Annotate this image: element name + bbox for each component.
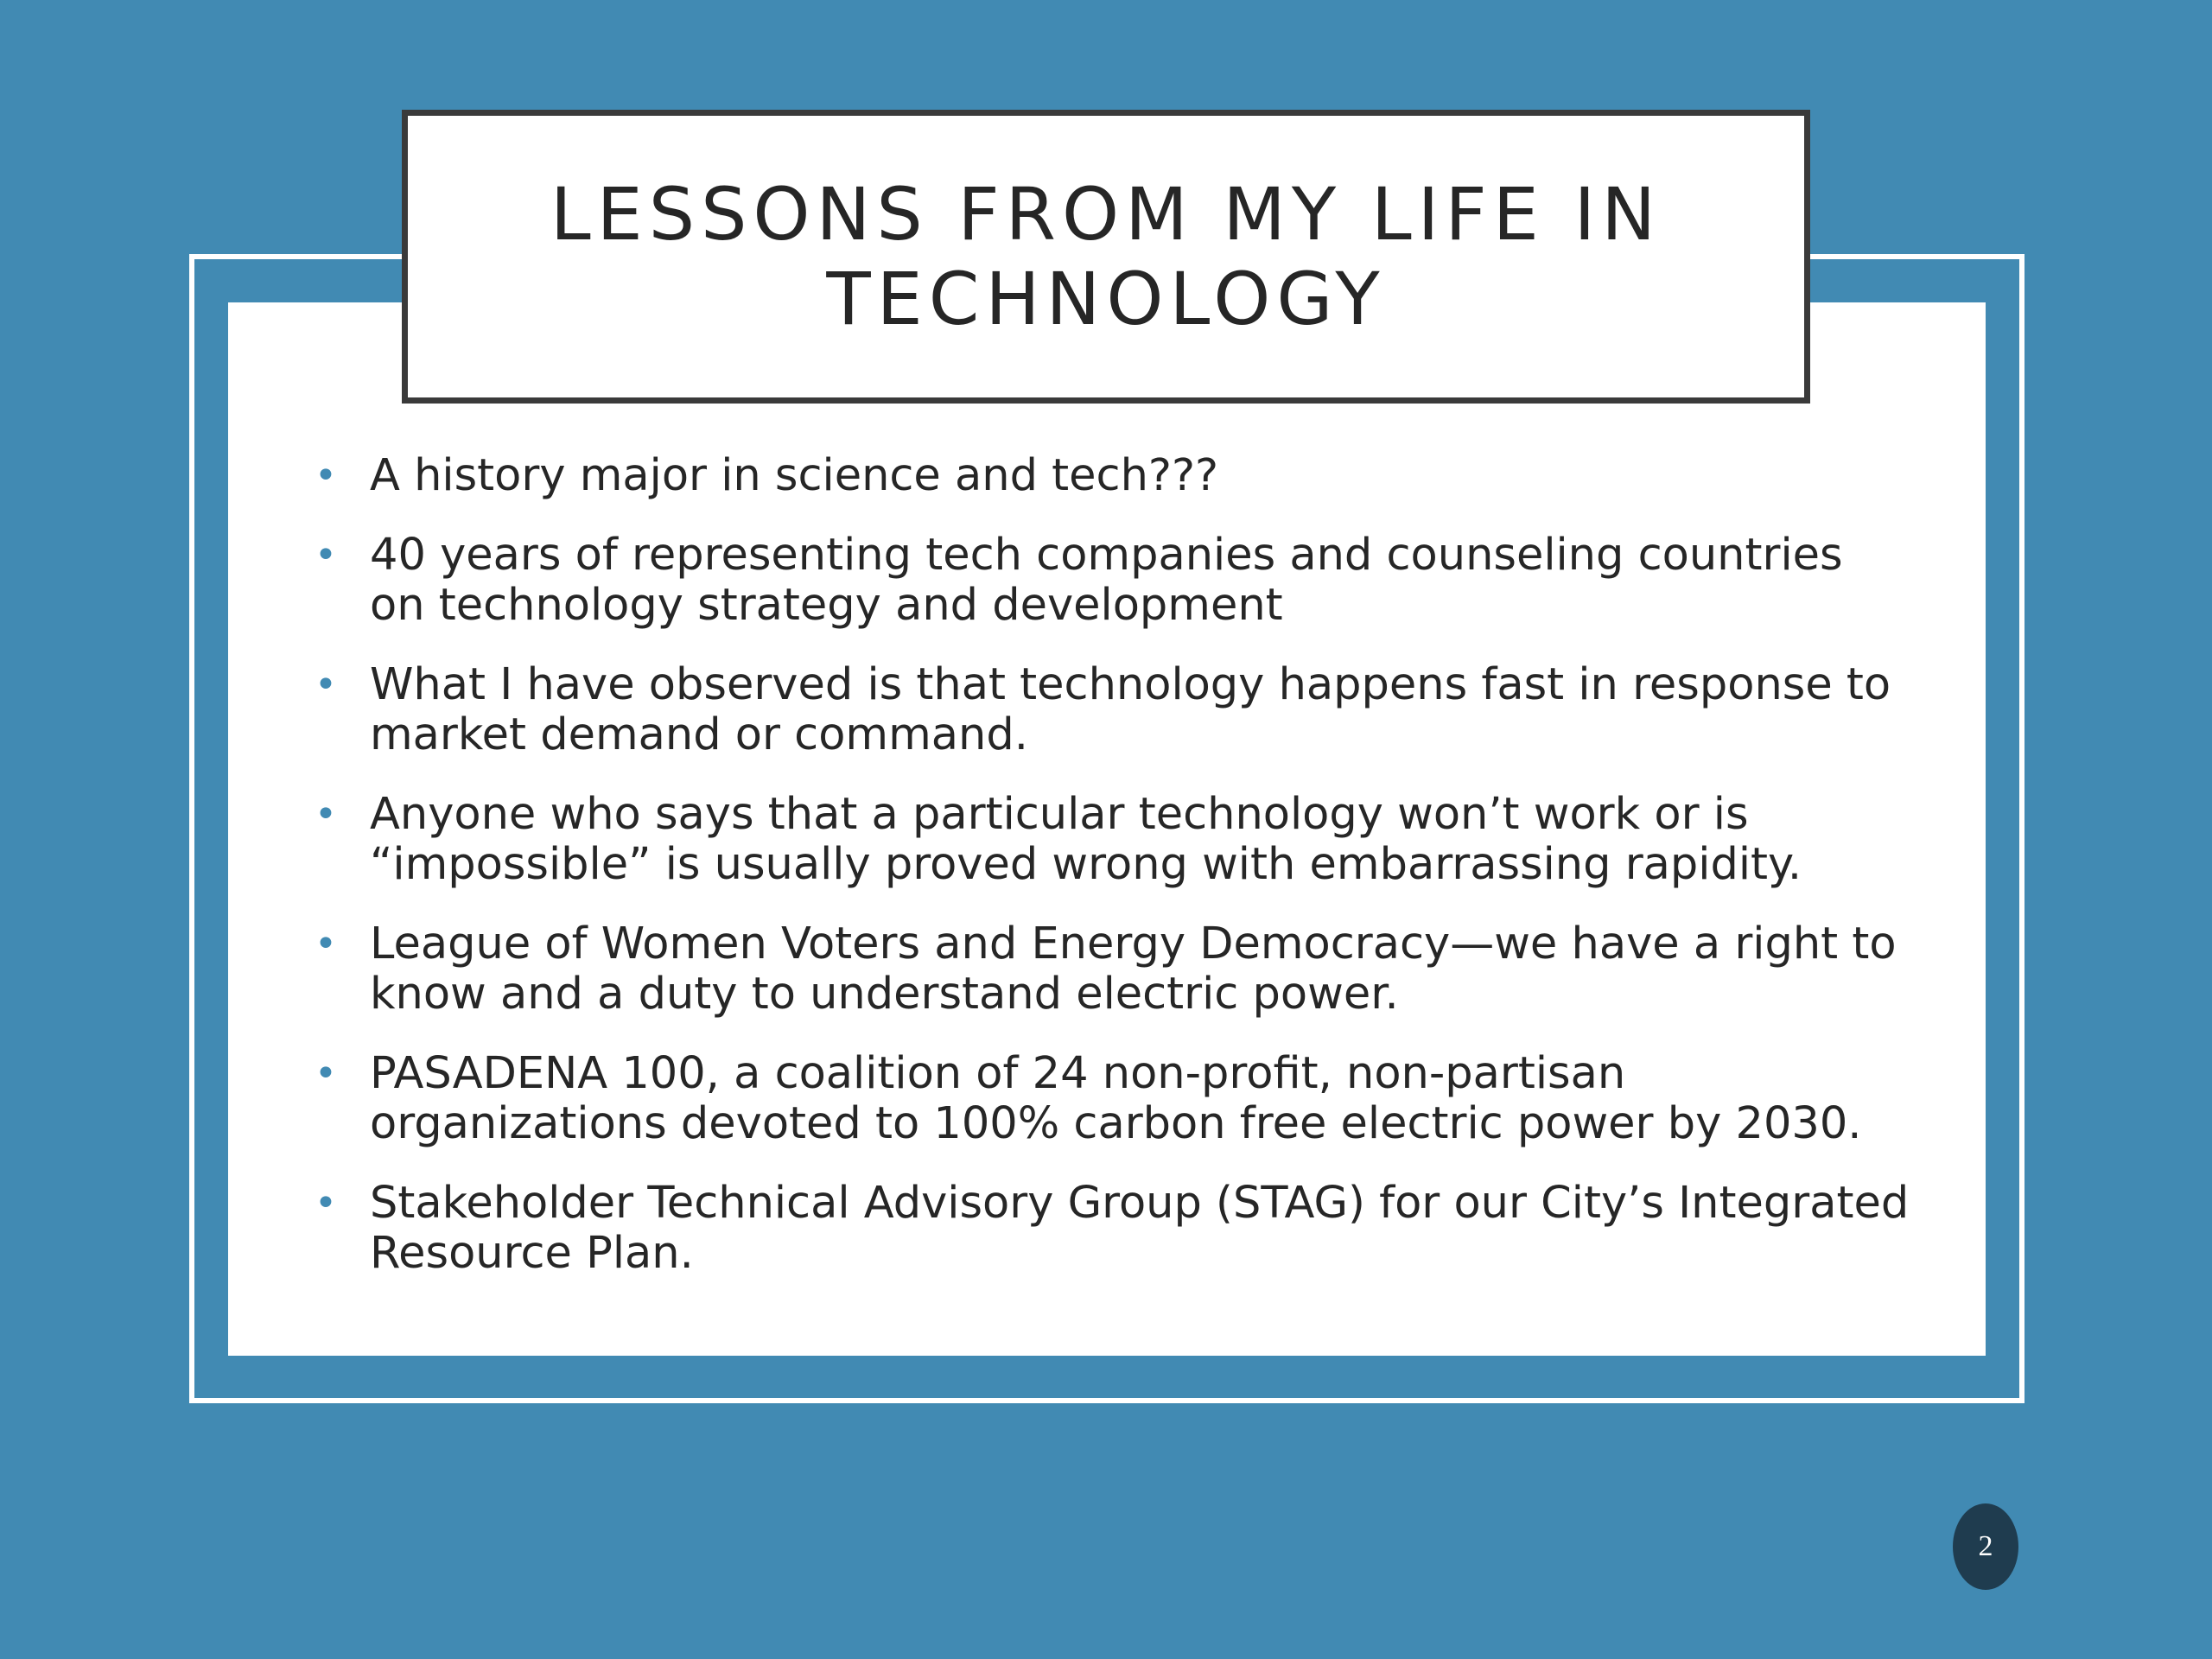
bullet-item bbox=[311, 790, 1910, 890]
bullet-item bbox=[311, 1049, 1910, 1149]
bullet-text: A history major in science and tech??? bbox=[370, 450, 1219, 501]
slide-title: LESSONS FROM MY LIFE IN TECHNOLOGY bbox=[550, 172, 1662, 341]
bullet-text: What I have observed is that technology happens fast in response to market demand or command. bbox=[370, 659, 1891, 760]
bullet-text: League of Women Voters and Energy Democracy—we have a right to know and a duty to understand electric power. bbox=[370, 918, 1897, 1020]
bullet-icon: • bbox=[315, 792, 337, 836]
bullet-text: 40 years of representing tech companies and counseling countries on technology strategy and development bbox=[370, 530, 1843, 631]
bullet-icon: • bbox=[315, 663, 337, 707]
bullet-item bbox=[311, 660, 1910, 760]
bullet-icon: • bbox=[315, 922, 337, 966]
bullet-icon: • bbox=[315, 454, 337, 498]
title-box bbox=[402, 110, 1810, 404]
bullet-icon: • bbox=[315, 533, 337, 577]
bullet-text: Anyone who says that a particular technology won’t work or is “impossible” is usually proved wrong with embarrassing rapidity. bbox=[370, 789, 1802, 890]
page-number-badge bbox=[1953, 1503, 2018, 1590]
bullet-item bbox=[311, 451, 1910, 501]
bullet-icon: • bbox=[315, 1052, 337, 1096]
bullet-item bbox=[311, 1179, 1910, 1279]
bullet-icon: • bbox=[315, 1181, 337, 1225]
bullet-list bbox=[311, 451, 1910, 1308]
bullet-text: PASADENA 100, a coalition of 24 non-profit, non-partisan organizations devoted to 100% carbon free electric power by 2030. bbox=[370, 1048, 1862, 1149]
bullet-text: Stakeholder Technical Advisory Group (STAG) for our City’s Integrated Resource Plan. bbox=[370, 1178, 1910, 1279]
bullet-item bbox=[311, 919, 1910, 1020]
page-number: 2 bbox=[1978, 1530, 1993, 1562]
bullet-item bbox=[311, 531, 1910, 631]
